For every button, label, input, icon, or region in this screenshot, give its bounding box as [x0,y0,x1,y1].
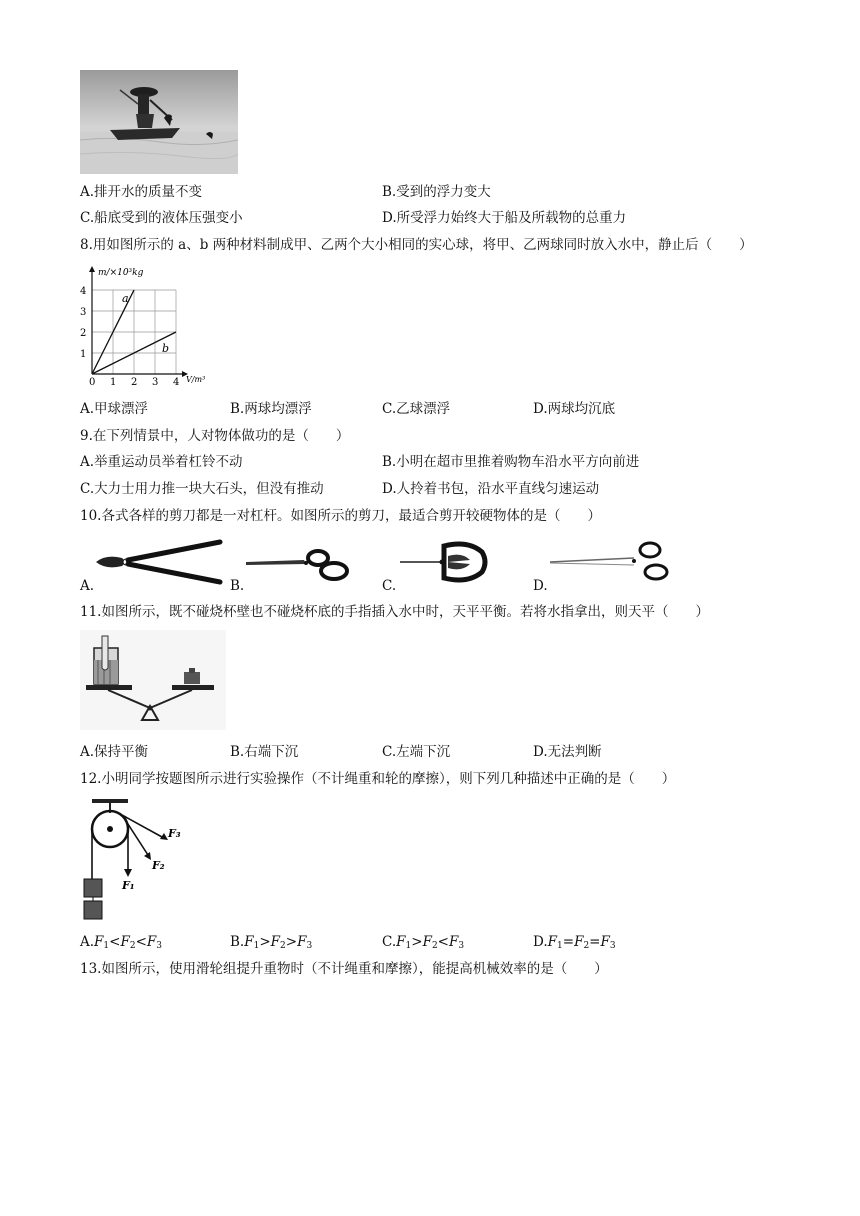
q9-stem: 9.在下列情景中，人对物体做功的是（ ） [80,428,350,444]
q11-option-a: A.保持平衡 [80,744,149,760]
q8-option-c: C.乙球漂浮 [382,401,451,417]
q12-option-d: $D.F_1=F_2=F_3$ [533,934,616,951]
q12-option-b: $B.F_1>F_2>F_3$ [230,934,313,951]
chart-grid [92,290,176,374]
x-tick-label: 3 [152,377,159,388]
x-axis-label: V/m³ [186,375,206,384]
q12-fixed-pulley-figure [78,797,188,925]
q11-option-b: B.右端下沉 [230,744,299,760]
q8-option-d: D.两球均沉底 [533,401,616,417]
q10-label-b: B. [230,578,245,594]
q11-option-d: D.无法判断 [533,744,602,760]
q8-option-a: A.甲球漂浮 [80,401,149,417]
q10-label-a: A. [80,578,95,594]
q9-option-d: D.人拎着书包，沿水平直线匀速运动 [382,481,600,497]
q7-option-d: D.所受浮力始终大于船及所载物的总重力 [382,210,627,226]
q12-stem: 12.小明同学按题图所示进行实验操作（不计绳重和轮的摩擦），则下列几种描述中正确的是（ ） [80,771,676,787]
q10-stem: 10.各式各样的剪刀都是一对杠杆。如图所示的剪刀，最适合剪开较硬物体的是（ ） [80,508,601,524]
x-tick-label: 0 [89,377,96,388]
q12-option-c: $C.F_1>F_2<F_3$ [382,934,465,951]
q11-option-c: C.左端下沉 [382,744,451,760]
y-tick-label: 3 [80,307,87,318]
y-tick-label: 4 [80,286,87,297]
q8-stem: 8.用如图所示的 a、b 两种材料制成甲、乙两个大小相同的实心球，将甲、乙两球同时放入水中，静止后（ ） [80,237,753,253]
q10-label-d: D. [533,578,548,594]
q9-option-b: B.小明在超市里推着购物车沿水平方向前进 [382,454,640,470]
q10-scissors-a [92,536,224,588]
y-tick-label: 2 [80,328,87,339]
q9-option-c: C.大力士用力推一块大石头，但没有推动 [80,481,324,497]
x-tick-label: 4 [173,377,180,388]
q8-mass-volume-chart [78,262,228,388]
q10-scissors-c [396,536,496,588]
q7-option-b: B.受到的浮力变大 [382,184,491,200]
series-label-b: b [162,342,170,355]
y-tick-label: 1 [80,349,87,360]
q12-f1-label: F₁ [122,879,135,892]
q10-scissors-d [548,540,680,584]
q8-option-b: B.两球均漂浮 [230,401,312,417]
series-label-a: a [122,292,129,305]
q10-scissors-b [244,546,352,582]
q13-stem: 13.如图所示，使用滑轮组提升重物时（不计绳重和摩擦），能提高机械效率的是（ ） [80,961,608,977]
x-tick-label: 2 [131,377,138,388]
q11-stem: 11.如图所示，既不碰烧杯壁也不碰烧杯底的手指插入水中时，天平平衡。若将水指拿出，则天平（ ） [80,604,709,620]
y-axis-label: m/×10³kg [98,268,144,278]
q7-option-a: A.排开水的质量不变 [80,184,203,200]
x-tick-label: 1 [110,377,117,388]
q12-f3-label: F₃ [168,827,181,840]
q7-boat-photo [80,70,238,174]
q7-option-c: C.船底受到的液体压强变小 [80,210,243,226]
q12-f2-label: F₂ [152,859,165,872]
q12-option-a: $A.F_1<F_2<F_3$ [80,934,162,951]
q11-balance-figure [80,630,226,730]
q10-label-c: C. [382,578,397,594]
q9-option-a: A.举重运动员举着杠铃不动 [80,454,243,470]
